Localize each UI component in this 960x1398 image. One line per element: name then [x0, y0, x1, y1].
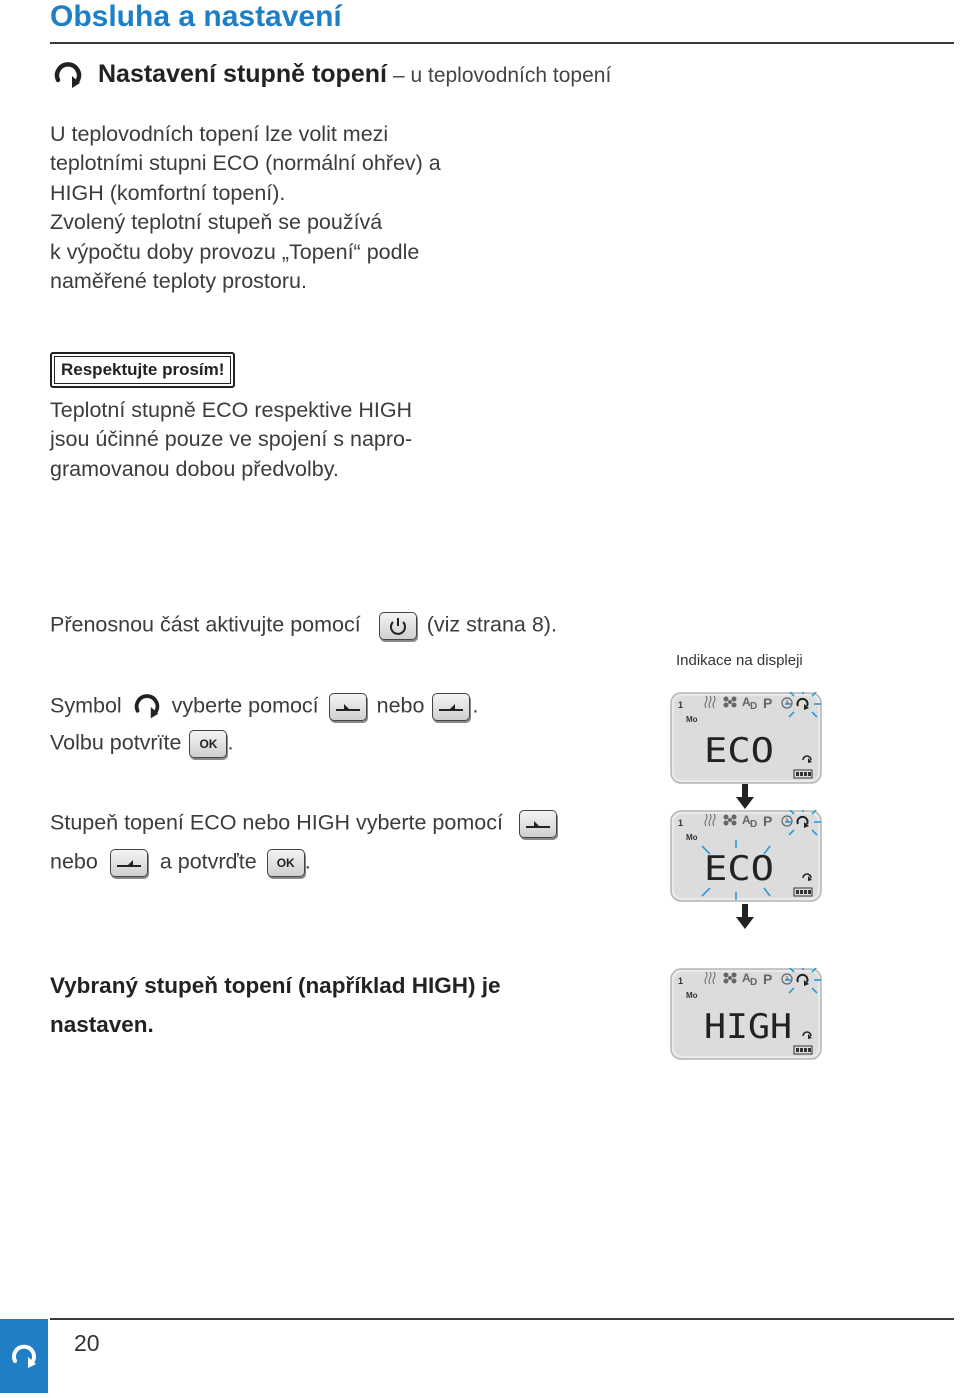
notice-line: Teplotní stupně ECO respektive HIGH [50, 398, 413, 422]
step-text: (viz strana 8). [426, 612, 557, 637]
step-text: nebo [50, 849, 98, 874]
step-text: vyberte pomocí [171, 693, 319, 718]
lcd-letter-p: P [763, 695, 773, 711]
lcd-letter-p: P [763, 813, 773, 829]
lcd-display [670, 692, 822, 784]
step-text: Volbu potvrïte [50, 730, 182, 755]
lcd-letter-d: D [750, 819, 758, 830]
notice-line: gramovanou dobou předvolby. [50, 456, 339, 481]
step-confirm-level [50, 849, 311, 877]
day-label: Mo [686, 715, 698, 724]
step-text: Symbol [50, 693, 122, 718]
intro-line: k výpočtu doby provozu „Topení“ podle [50, 239, 420, 264]
lcd-display [670, 810, 822, 902]
day-number: 1 [678, 700, 684, 710]
heating-level-icon [130, 690, 164, 724]
intro-line: teplotními stupni ECO (normální ohřev) a [50, 151, 441, 176]
step-text: a potvrďte [159, 849, 257, 874]
step-confirm [50, 730, 233, 758]
notice-label: Respektujte prosím! [54, 356, 231, 384]
display-caption: Indikace na displeji [676, 652, 803, 669]
step-text: Přenosnou část aktivujte pomocí [50, 612, 361, 637]
lcd-display [670, 968, 822, 1060]
step-text: nebo [376, 693, 425, 718]
step-text: Stupeň topení ECO nebo HIGH vyberte pomocí [50, 810, 503, 835]
arrow-left-icon [330, 694, 366, 720]
day-number: 1 [678, 818, 684, 828]
result-line: Vybraný stupeň topení (například HIGH) je [50, 973, 501, 998]
step-text: . [304, 849, 311, 874]
section-heading-bold: Nastavení stupně topení [98, 60, 387, 88]
left-key[interactable] [519, 810, 557, 838]
page-number: 20 [74, 1330, 100, 1356]
step-text: . [227, 730, 234, 755]
lcd-letter-a: A [742, 695, 751, 709]
lcd-letter-p: P [763, 971, 773, 987]
step-select-symbol [50, 690, 478, 724]
lcd-letter-d: D [750, 977, 758, 988]
arrow-left-icon [520, 811, 556, 837]
arrow-right-icon [433, 694, 469, 720]
day-number: 1 [678, 976, 684, 986]
arrow-right-icon [111, 850, 147, 876]
page-title: Obsluha a nastavení [50, 0, 342, 33]
notice-line: jsou účinné pouze ve spojení s napro- [50, 427, 413, 452]
heating-level-icon [0, 1319, 48, 1393]
footer-tab [0, 1319, 48, 1393]
lcd-value: ECO [704, 849, 774, 889]
day-label: Mo [686, 833, 698, 842]
ok-key[interactable]: OK [189, 730, 227, 758]
section-heading [98, 60, 611, 89]
step-text: . [472, 693, 479, 718]
lcd-value: HIGH [704, 1007, 792, 1047]
lcd-letter-a: A [742, 813, 751, 827]
step-activate [50, 612, 557, 640]
notice-paragraph [50, 396, 490, 484]
header-divider [50, 42, 954, 44]
intro-paragraph [50, 120, 530, 296]
power-icon [380, 613, 416, 639]
right-key[interactable] [110, 849, 148, 877]
lcd-value: ECO [704, 731, 774, 771]
day-label: Mo [686, 991, 698, 1000]
heating-level-icon [50, 58, 86, 94]
intro-line: U teplovodních topení lze volit mezi [50, 122, 389, 146]
ok-key[interactable]: OK [267, 849, 305, 877]
result-line: nastaven. [50, 1012, 154, 1037]
arrow-down-icon [735, 784, 755, 810]
lcd-letter-d: D [750, 701, 758, 712]
left-key[interactable] [329, 693, 367, 721]
section-heading-light: – u teplovodních topení [392, 64, 612, 87]
result-text [50, 966, 570, 1044]
intro-line: Zvolený teplotní stupeň se používá [50, 210, 383, 235]
power-key[interactable] [379, 612, 417, 640]
right-key[interactable] [432, 693, 470, 721]
arrow-down-icon [735, 904, 755, 930]
notice-box [50, 352, 235, 388]
footer-divider [50, 1318, 954, 1320]
intro-line: HIGH (komfortní topení). [50, 180, 286, 205]
intro-line: naměřené teploty prostoru. [50, 269, 307, 294]
step-choose-level [50, 810, 557, 838]
lcd-letter-a: A [742, 971, 751, 985]
